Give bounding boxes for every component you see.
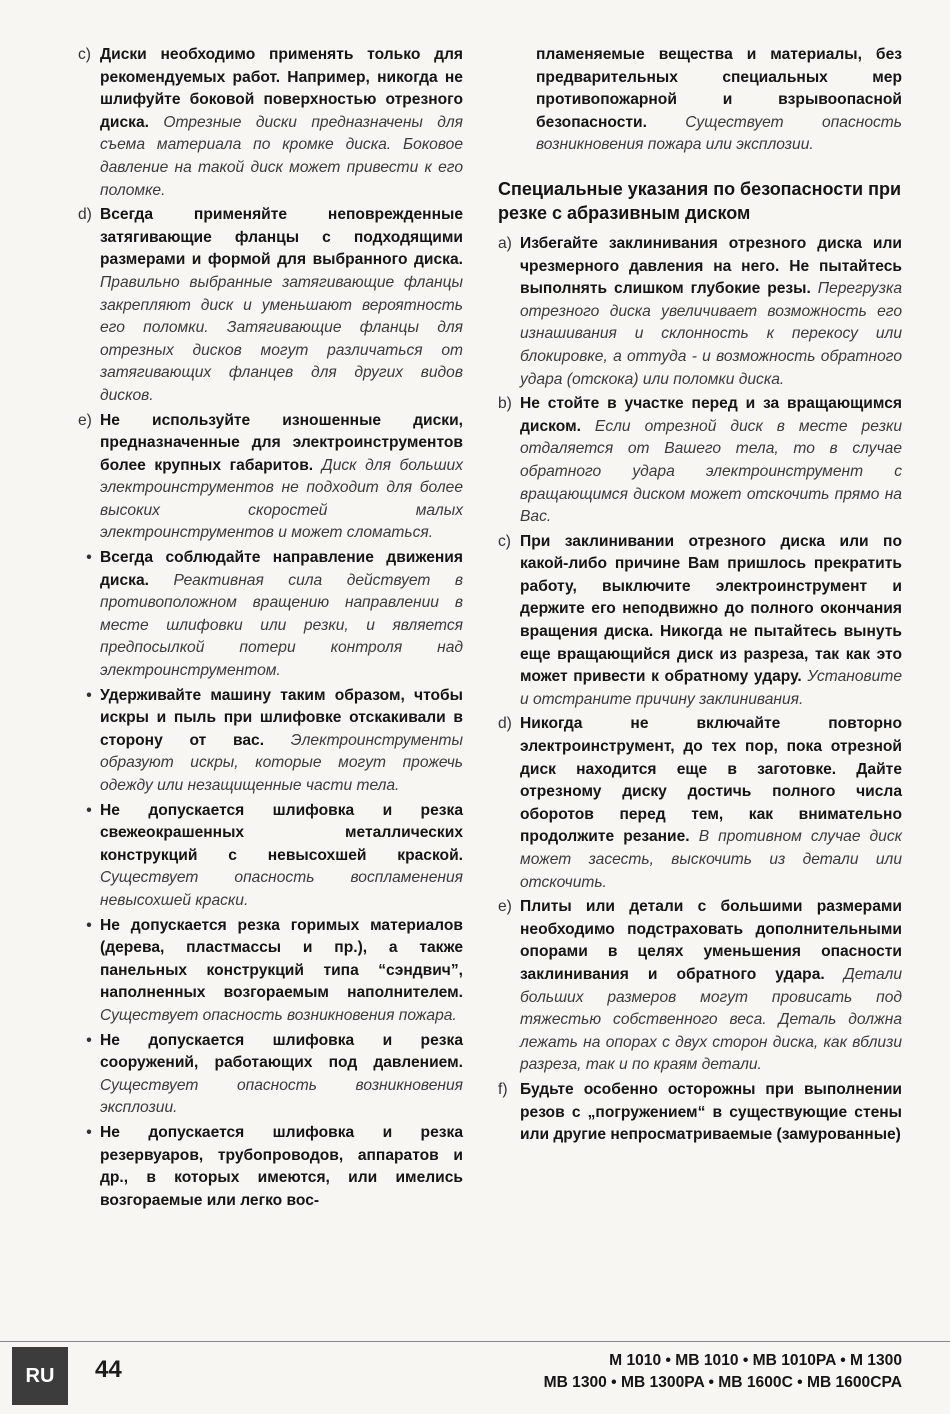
explanation-text: Существует опасность возникновения эксплозии. — [100, 1076, 463, 1117]
section-heading: Специальные указания по безопасности при резке с абразивным диском — [498, 178, 902, 223]
list-item — [78, 685, 463, 798]
instruction-text: пламеняемые вещества и материалы, без предварительных специальных мер противопожарной и взрывоопасной безопасности. — [536, 46, 902, 131]
model-list — [544, 1350, 902, 1394]
item-marker: b) — [498, 395, 512, 413]
bullet-marker: • — [86, 549, 92, 567]
instruction-text: Не допускается шлифовка и резка сооружений, работающих под давлением. — [100, 1031, 463, 1072]
list-item — [498, 531, 902, 712]
bullet-marker: • — [86, 916, 92, 934]
item-marker: a) — [498, 234, 512, 252]
list-item — [498, 1079, 902, 1147]
list-item — [78, 547, 463, 683]
item-marker: c) — [498, 532, 511, 550]
footer-divider — [0, 1341, 950, 1342]
bullet-marker: • — [86, 1031, 92, 1049]
instruction-text: Не стойте в участке перед и за вращающимся диском. — [520, 395, 902, 435]
explanation-text: Существует опасность возникновения пожара. — [100, 1006, 457, 1024]
instruction-text: Никогда не включайте повторно электроинструмент, до тех пор, пока отрезной диск находится еще в заготовке. Дайте отрезному диску достичь полного числа оборотов перед тем, как внимательно продолжите резание. — [520, 715, 902, 846]
explanation-text: Детали больших размеров могут провисать под тяжестью собственного веса. Деталь должна лежать на опорах с двух сторон диска, как вблизи разреза, так и по краям детали. — [520, 965, 902, 1074]
explanation-text: Существует опасность воспламенения невысохшей краски. — [100, 869, 463, 909]
models-line-2: MB 1300 • MB 1300PA • MB 1600C • MB 1600CPA — [543, 1374, 902, 1391]
explanation-text: Реактивная сила действует в противоположном вращению направлении в месте шлифовки или резки, и является предпосылкой потери контроля над электроинструментом. — [100, 571, 463, 680]
instruction-text: Избегайте заклинивания отрезного диска или чрезмерного давления на него. Не пытайтесь выполнять слишком глубокие резы. — [520, 234, 902, 298]
explanation-text: Если отрезной диск в месте резки отдаляется от Вашего тела, то в случае обратного удара электроинструмент с вращающимся диском может отскочить прямо на Вас. — [520, 417, 902, 526]
instruction-text: При заклинивании отрезного диска или по какой-либо причине Вам пришлось прекратить работу, выключите электроинструмент и держите его неподвижно до полного окончания вращения диска. Никогда не пытайтесь вынуть еще вращающийся диск из разреза, так как это может привести к обратному удару. — [520, 532, 902, 686]
instruction-text: Диски необходимо применять только для рекомендуемых работ. Например, никогда не шлифуйте боковой поверхностью отрезного диска. — [100, 46, 463, 131]
item-marker: f) — [498, 1080, 508, 1098]
explanation-text: Правильно выбранные затягивающие фланцы закрепляют диск и уменьшают вероятность его поломки. Затягивающие фланцы для отрезных дисков могут различаться от затягивающих фланцев для других видов дисков. — [100, 273, 463, 404]
list-item — [78, 1122, 463, 1212]
right-column — [498, 44, 902, 1149]
item-marker: e) — [78, 411, 92, 429]
explanation-text: Диск для больших электроинструментов не подходит для более высоких скоростей малых электроинструментов и может сломаться. — [100, 456, 464, 542]
explanation-text: В противном случае диск может засесть, выскочить из детали или отскочить. — [520, 828, 902, 891]
item-marker: d) — [78, 206, 92, 224]
list-item — [78, 204, 463, 407]
explanation-text: Перегрузка отрезного диска увеличивает возможность его изнашивания и склонность к перекосу или блокировке, а оттуда - и возможность обратного удара (отскока) или поломки диска. — [520, 280, 902, 388]
instruction-text: Плиты или детали с большими размерами необходимо подстраховать дополнительными опорами в целях уменьшения опасности заклинивания и обратного удара. — [520, 898, 902, 983]
instruction-text: Не используйте изношенные диски, предназначенные для электроинструментов более крупных габаритов. — [100, 411, 463, 474]
instruction-text: Не допускается резка горимых материалов (дерева, пластмассы и пр.), а также панельных конструкций типа “сэндвич”, наполненных возгораемым наполнителем. — [100, 916, 463, 1002]
bullet-marker: • — [86, 686, 92, 704]
explanation-text: Существует опасность возникновения пожара или эксплозии. — [536, 113, 902, 154]
list-item — [498, 393, 902, 529]
instruction-text: Не допускается шлифовка и резка свежеокрашенных металлических конструкций с невысохшей краской. — [100, 801, 463, 864]
continued-paragraph — [536, 44, 902, 157]
left-column — [78, 44, 463, 1214]
instruction-text: Будьте особенно осторожны при выполнении резов с „погружением“ в существующие стены или другие непросматриваемые (замурованные) — [520, 1080, 902, 1144]
list-item — [78, 1030, 463, 1120]
list-item — [498, 233, 902, 391]
list-item — [78, 44, 463, 202]
item-marker: c) — [78, 46, 91, 63]
list-item — [498, 896, 902, 1077]
item-marker: d) — [498, 715, 512, 733]
instruction-text: Удерживайте машину таким образом, чтобы искры и пыль при шлифовке отскакивали в сторону от вас. — [100, 686, 463, 749]
language-badge: RU — [12, 1347, 68, 1405]
list-item — [78, 410, 463, 546]
bullet-marker: • — [86, 1123, 92, 1141]
page-number: 44 — [95, 1356, 122, 1383]
models-line-1: M 1010 • MB 1010 • MB 1010PA • M 1300 — [609, 1352, 902, 1369]
explanation-text: Отрезные диски предназначены для съема материала по кромке диска. Боковое давление на такой диск может привести к его поломке. — [100, 113, 463, 199]
instruction-text: Всегда применяйте неповрежденные затягивающие фланцы с подходящими размерами и формой для выбранного диска. — [100, 206, 463, 269]
instruction-text: Не допускается шлифовка и резка резервуаров, трубопроводов, аппаратов и др., в которых имеются, или имелись возгораемые или легко вос- — [100, 1123, 463, 1209]
list-item — [498, 713, 902, 894]
explanation-text: Электроинструменты образуют искры, которые могут прожечь одежду или незащищенные части тела. — [100, 731, 463, 794]
instruction-text: Всегда соблюдайте направление движения диска. — [100, 549, 463, 589]
list-item — [78, 915, 463, 1028]
item-marker: e) — [498, 898, 512, 916]
list-item — [78, 800, 463, 913]
bullet-marker: • — [86, 801, 92, 819]
explanation-text: Установите и отстраните причину заклинивания. — [520, 668, 902, 708]
